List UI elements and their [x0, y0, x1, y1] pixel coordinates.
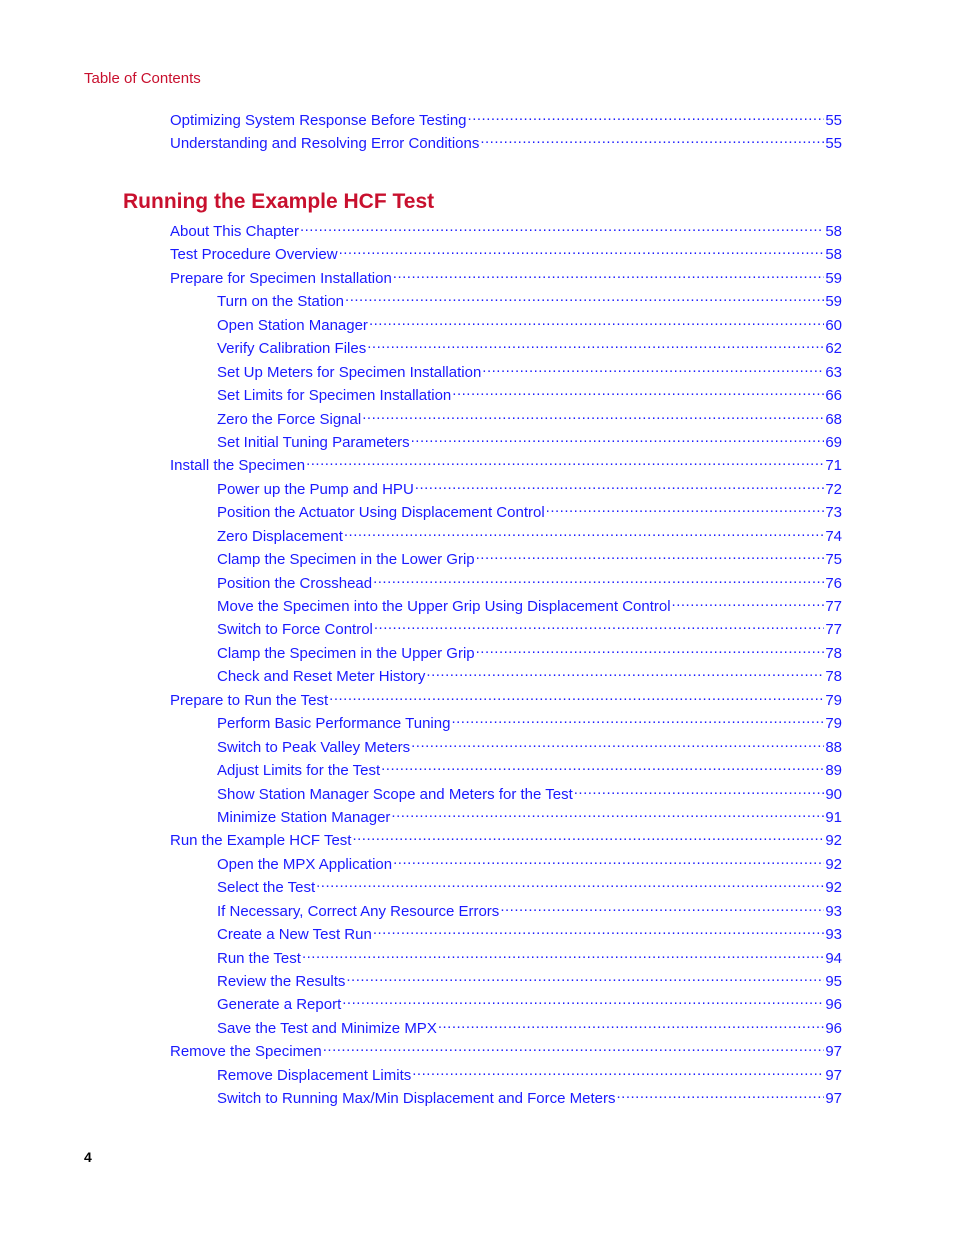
- dot-leader: [344, 526, 824, 541]
- dot-leader: [302, 948, 824, 963]
- toc-entry-label: Minimize Station Manager: [217, 808, 391, 826]
- dot-leader: [393, 268, 825, 283]
- toc-entry[interactable]: [170, 573, 842, 596]
- dot-leader: [345, 291, 824, 306]
- toc-entry-page: 97: [825, 1043, 842, 1061]
- toc-entry[interactable]: [170, 432, 842, 455]
- toc-entry-label: Show Station Manager Scope and Meters for the Test: [217, 785, 573, 803]
- toc-entry[interactable]: [170, 666, 842, 689]
- dot-leader: [352, 830, 824, 845]
- toc-entry-page: 93: [825, 926, 842, 944]
- toc-entry-label: If Necessary, Correct Any Resource Errors: [217, 902, 500, 920]
- dot-leader: [373, 573, 824, 588]
- toc-entry[interactable]: [170, 455, 842, 478]
- dot-leader: [391, 807, 824, 822]
- dot-leader: [329, 690, 824, 705]
- dot-leader: [500, 901, 824, 916]
- toc-entry[interactable]: [170, 338, 842, 361]
- dot-leader: [438, 1018, 824, 1033]
- toc-entry-page: 73: [825, 504, 842, 522]
- toc-entry-page: 90: [825, 785, 842, 803]
- toc-entry[interactable]: [170, 502, 842, 525]
- toc-entry-label: Turn on the Station: [217, 293, 345, 311]
- toc-entry-page: 76: [825, 574, 842, 592]
- section-heading: Running the Example HCF Test: [123, 190, 435, 213]
- toc-entry[interactable]: [170, 1088, 842, 1111]
- toc-entry-page: 77: [825, 598, 842, 615]
- dot-leader: [362, 409, 824, 424]
- toc-entry-label: Open Station Manager: [217, 316, 368, 334]
- toc-entry-label: Clamp the Specimen in the Upper Grip: [217, 644, 475, 662]
- toc-entry-label: Open the MPX Application: [217, 855, 393, 873]
- dot-leader: [617, 1088, 825, 1103]
- dot-leader: [426, 666, 824, 681]
- toc-entry-label: Review the Results: [217, 973, 346, 990]
- page-number: 4: [84, 1149, 92, 1165]
- toc-entry[interactable]: [170, 690, 842, 713]
- toc-entry-page: 97: [825, 1090, 842, 1108]
- dot-leader: [672, 596, 825, 611]
- toc-entry-page: 79: [825, 715, 842, 733]
- dot-leader: [411, 432, 825, 447]
- toc-entry[interactable]: [170, 994, 842, 1017]
- toc-entry-page: 78: [825, 644, 842, 662]
- toc-entry[interactable]: [170, 760, 842, 783]
- toc-entry[interactable]: [170, 409, 842, 432]
- dot-leader: [393, 854, 824, 869]
- toc-entry-page: 58: [825, 246, 842, 264]
- toc-entry-label: Power up the Pump and HPU: [217, 480, 414, 498]
- toc-entry-page: 74: [825, 527, 842, 545]
- dot-leader: [381, 760, 824, 775]
- toc-entry-page: 60: [825, 316, 842, 334]
- toc-entry-page: 63: [825, 363, 842, 381]
- toc-entry[interactable]: [170, 643, 842, 666]
- toc-entry[interactable]: [170, 362, 842, 385]
- dot-leader: [369, 315, 824, 330]
- toc-entry-page: 94: [825, 949, 842, 967]
- toc-entry-label: Create a New Test Run: [217, 926, 372, 944]
- toc-entry-page: 55: [825, 135, 842, 153]
- toc-entry[interactable]: [170, 924, 842, 947]
- dot-leader: [546, 502, 825, 517]
- toc-entry[interactable]: [170, 784, 842, 807]
- dot-leader: [316, 877, 824, 892]
- toc-list-top: [170, 110, 842, 157]
- toc-entry-page: 68: [825, 410, 842, 428]
- toc-entry-label: Understanding and Resolving Error Conditions: [170, 135, 480, 153]
- toc-entry-label: Run the Test: [217, 949, 301, 967]
- toc-entry-label: Switch to Running Max/Min Displacement and Force Meters: [217, 1090, 616, 1108]
- toc-entry[interactable]: [170, 901, 842, 924]
- dot-leader: [574, 784, 825, 799]
- toc-entry-label: Move the Specimen into the Upper Grip Using Displacement Control: [217, 598, 671, 615]
- dot-leader: [323, 1041, 825, 1056]
- toc-entry-page: 78: [825, 668, 842, 686]
- toc-entry-page: 75: [825, 551, 842, 569]
- dot-leader: [415, 479, 825, 494]
- toc-entry-page: 72: [825, 480, 842, 498]
- dot-leader: [476, 549, 825, 564]
- toc-entry[interactable]: [170, 291, 842, 314]
- dot-leader: [476, 643, 825, 658]
- toc-entry[interactable]: [170, 830, 842, 853]
- toc-entry-label: Select the Test: [217, 879, 316, 897]
- toc-entry[interactable]: [170, 549, 842, 572]
- toc-entry-page: 59: [825, 293, 842, 311]
- dot-leader: [342, 994, 824, 1009]
- toc-entry-page: 66: [825, 387, 842, 405]
- toc-entry[interactable]: [170, 948, 842, 971]
- toc-entry-page: 79: [825, 691, 842, 709]
- toc-entry[interactable]: [170, 1018, 842, 1041]
- toc-entry[interactable]: [170, 268, 842, 291]
- toc-entry-label: Zero Displacement: [217, 527, 343, 545]
- toc-entry-label: Optimizing System Response Before Testing: [170, 112, 467, 129]
- toc-entry[interactable]: [170, 385, 842, 408]
- toc-entry-page: 88: [825, 738, 842, 756]
- toc-entry-label: Run the Example HCF Test: [170, 832, 352, 850]
- toc-list-section: [170, 221, 842, 1112]
- toc-entry-label: About This Chapter: [170, 223, 299, 240]
- toc-entry-label: Verify Calibration Files: [217, 340, 367, 358]
- toc-entry-page: 93: [825, 902, 842, 920]
- toc-entry-page: 58: [825, 223, 842, 240]
- toc-entry-label: Set Up Meters for Specimen Installation: [217, 363, 482, 381]
- toc-entry-label: Zero the Force Signal: [217, 410, 362, 428]
- toc-entry[interactable]: [170, 221, 842, 244]
- toc-entry[interactable]: [170, 737, 842, 760]
- toc-entry-label: Switch to Peak Valley Meters: [217, 738, 411, 756]
- toc-entry-label: Switch to Force Control: [217, 621, 373, 639]
- dot-leader: [468, 110, 825, 125]
- toc-entry-label: Remove the Specimen: [170, 1043, 322, 1061]
- dot-leader: [367, 338, 824, 353]
- toc-entry-label: Prepare to Run the Test: [170, 691, 329, 709]
- toc-entry-label: Install the Specimen: [170, 457, 306, 475]
- toc-entry-label: Test Procedure Overview: [170, 246, 338, 264]
- dot-leader: [412, 1065, 824, 1080]
- dot-leader: [482, 362, 824, 377]
- toc-entry[interactable]: [170, 133, 842, 156]
- toc-entry-page: 96: [825, 1019, 842, 1037]
- toc-entry[interactable]: [170, 1065, 842, 1088]
- toc-entry-page: 62: [825, 340, 842, 358]
- toc-entry-label: Perform Basic Performance Tuning: [217, 715, 451, 733]
- dot-leader: [451, 713, 824, 728]
- toc-entry-page: 71: [825, 457, 842, 475]
- toc-entry-label: Prepare for Specimen Installation: [170, 269, 392, 287]
- toc-entry[interactable]: [170, 110, 842, 133]
- toc-entry-page: 97: [825, 1066, 842, 1084]
- toc-entry-page: 69: [825, 433, 842, 451]
- dot-leader: [452, 385, 824, 400]
- toc-entry-page: 95: [825, 973, 842, 990]
- toc-entry-page: 92: [825, 855, 842, 873]
- toc-entry[interactable]: [170, 713, 842, 736]
- toc-entry-label: Set Initial Tuning Parameters: [217, 433, 410, 451]
- toc-entry[interactable]: [170, 971, 842, 994]
- toc-entry[interactable]: [170, 807, 842, 830]
- dot-leader: [480, 133, 824, 148]
- toc-entry-page: 96: [825, 996, 842, 1014]
- toc-entry-label: Generate a Report: [217, 996, 342, 1014]
- toc-entry-label: Save the Test and Minimize MPX: [217, 1019, 437, 1037]
- toc-entry-page: 91: [825, 808, 842, 826]
- dot-leader: [411, 737, 824, 752]
- toc-entry-page: 59: [825, 269, 842, 287]
- dot-leader: [374, 619, 824, 634]
- toc-entry-label: Adjust Limits for the Test: [217, 762, 381, 780]
- dot-leader: [300, 221, 824, 236]
- toc-entry-label: Remove Displacement Limits: [217, 1066, 412, 1084]
- toc-entry[interactable]: [170, 596, 842, 619]
- toc-entry-label: Position the Crosshead: [217, 574, 373, 592]
- toc-entry-label: Check and Reset Meter History: [217, 668, 426, 686]
- toc-entry[interactable]: [170, 854, 842, 877]
- toc-entry-page: 77: [825, 621, 842, 639]
- dot-leader: [339, 244, 825, 259]
- dot-leader: [306, 455, 824, 470]
- toc-entry[interactable]: [170, 315, 842, 338]
- toc-entry-label: Set Limits for Specimen Installation: [217, 387, 452, 405]
- toc-entry[interactable]: [170, 619, 842, 642]
- toc-entry[interactable]: [170, 244, 842, 267]
- toc-entry[interactable]: [170, 1041, 842, 1064]
- running-header: Table of Contents: [84, 70, 201, 87]
- toc-entry[interactable]: [170, 479, 842, 502]
- toc-entry-label: Clamp the Specimen in the Lower Grip: [217, 551, 475, 569]
- toc-entry-page: 89: [825, 762, 842, 780]
- toc-entry-page: 92: [825, 879, 842, 897]
- toc-entry-label: Position the Actuator Using Displacement Control: [217, 504, 545, 522]
- toc-entry[interactable]: [170, 877, 842, 900]
- toc-entry-page: 55: [825, 112, 842, 129]
- dot-leader: [346, 971, 824, 986]
- toc-entry[interactable]: [170, 526, 842, 549]
- dot-leader: [373, 924, 825, 939]
- toc-entry-page: 92: [825, 832, 842, 850]
